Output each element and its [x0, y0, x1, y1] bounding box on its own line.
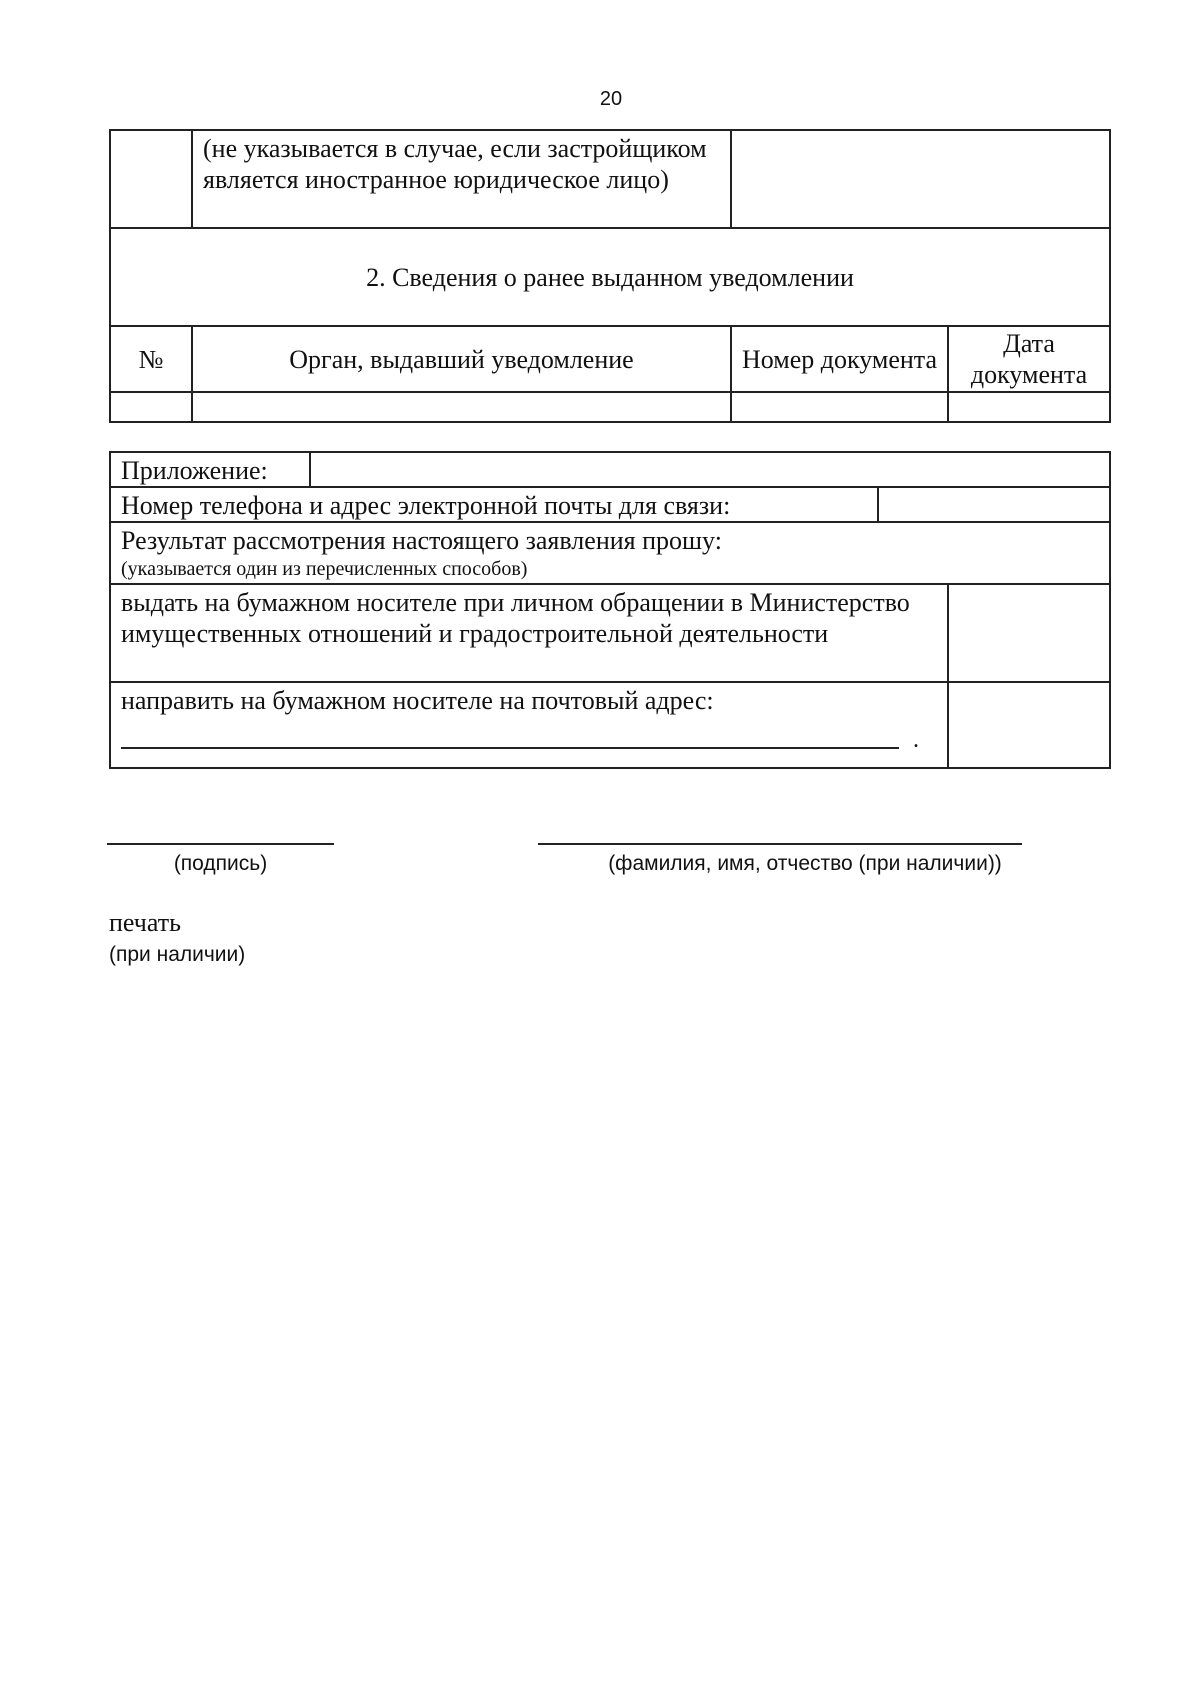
table-row [110, 452, 1110, 487]
contact-label-cell [110, 487, 878, 522]
developer-note-text: (не указывается в случае, если застройщиком является иностранное юридическое лицо) [203, 134, 707, 194]
table-cell-document-date[interactable] [948, 392, 1110, 422]
table-row [110, 682, 1110, 768]
notice-table [109, 129, 1111, 423]
postal-address-line[interactable] [121, 747, 899, 749]
table-row [110, 487, 1110, 522]
application-details-table [109, 451, 1111, 769]
full-name-caption: (фамилия, имя, отчество (при наличии)) [608, 852, 1002, 875]
column-header-document-number: Номер документа [731, 326, 948, 392]
signature-line[interactable] [107, 843, 334, 845]
option-paper-in-person-mark[interactable] [948, 584, 1110, 682]
result-label: Результат рассмотрения настоящего заявления прошу: [121, 526, 722, 555]
option-paper-by-mail-cell [110, 682, 948, 768]
attachment-value-cell[interactable] [310, 452, 1110, 487]
column-header-document-date: Дата документа [948, 326, 1110, 392]
page-number: 20 [599, 88, 623, 110]
section-title-cell [110, 228, 1110, 326]
option-paper-in-person-text: выдать на бумажном носителе при личном обращении в Министерство имущественных отношений и градостроительной деятельности [121, 588, 910, 648]
signature-caption: (подпись) [173, 852, 268, 875]
table-row [110, 130, 1110, 228]
option-paper-by-mail-text: направить на бумажном носителе на почтовый адрес: [121, 686, 714, 715]
table-cell-document-number[interactable] [731, 392, 948, 422]
attachment-label-cell [110, 452, 310, 487]
table-cell-issuing-authority[interactable] [192, 392, 731, 422]
option-paper-by-mail-mark[interactable] [948, 682, 1110, 768]
table-row [110, 228, 1110, 326]
table-cell [110, 130, 192, 228]
contact-label: Номер телефона и адрес электронной почты для связи: [121, 491, 731, 520]
developer-note-cell [192, 130, 731, 228]
table-row [110, 392, 1110, 422]
attachment-label: Приложение: [121, 456, 268, 485]
stamp-label: печать [109, 908, 181, 937]
postal-address-period: . [913, 727, 919, 753]
table-row [110, 522, 1110, 584]
table-row [110, 584, 1110, 682]
developer-value-cell[interactable] [731, 130, 1110, 228]
column-header-number: № [110, 326, 192, 392]
result-note: (указывается один из перечисленных способов) [121, 558, 528, 580]
table-cell-number[interactable] [110, 392, 192, 422]
result-label-cell [110, 522, 1110, 584]
section-title: 2. Сведения о ранее выданном уведомлении [366, 262, 854, 292]
contact-value-cell[interactable] [878, 487, 1110, 522]
stamp-note: (при наличии) [109, 943, 246, 966]
option-paper-in-person-cell [110, 584, 948, 682]
column-header-issuing-authority: Орган, выдавший уведомление [192, 326, 731, 392]
full-name-line[interactable] [538, 843, 1022, 845]
table-header-row [110, 326, 1110, 392]
